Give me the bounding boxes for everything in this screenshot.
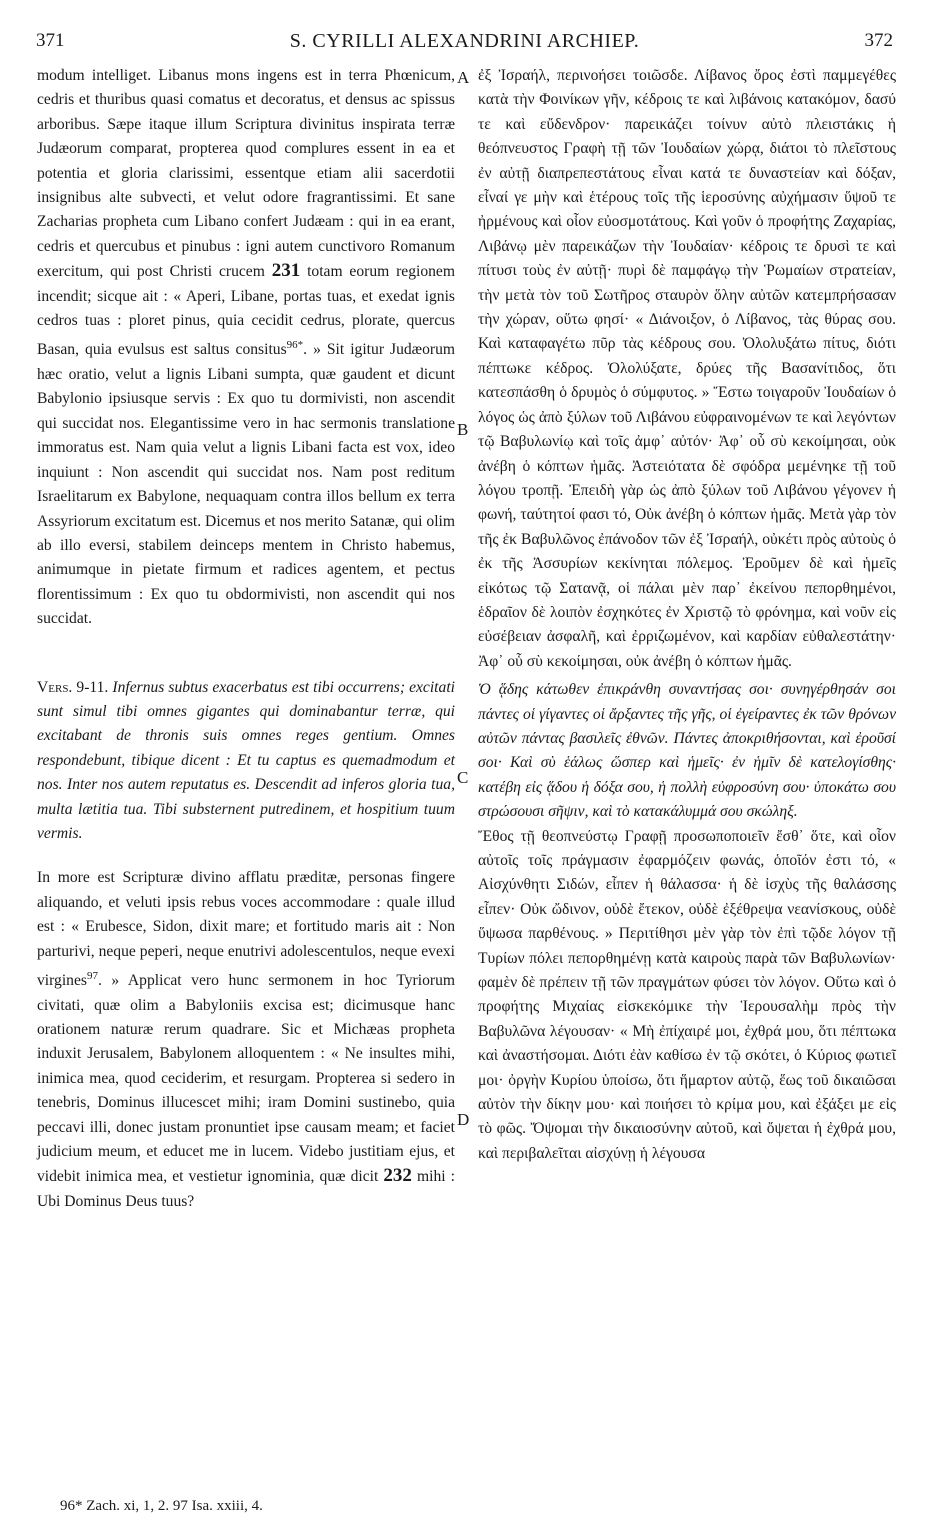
section-marker-b: B <box>457 420 469 439</box>
section-marker-a: A <box>457 68 470 87</box>
verse-text-latin: Infernus subtus exacerbatus est tibi occurrens; excitati sunt simul tibi omnes gigantes qui dominabantur terræ, qui excitabant de thronis suis omnes reges gentium. Omnes respondebunt, tibique dicent : Et tu captus es quemadmodum et nos. Inter nos autem reputatus es. Descendit ad inferos gloria tua, multa lætitia tua. Tibi substernent putredinem, et hospitium tuum vermis. <box>37 678 455 842</box>
page-header <box>36 30 893 56</box>
section-marker-c: C <box>457 768 469 787</box>
greek-paragraph-1: ἐξ Ἰσραήλ, περινοήσει τοιῶσδε. Λίβανος ὄρος ἐστὶ παμμεγέθες κατὰ τὴν Φοινίκων γῆν, κέδροις τε καὶ λιβάνοις κατακόμον, δασύ τε καὶ εὔδενδρον· παρεικάζει τοίνυν αὐτὸ πλειστάκις ἡ θεόπνευστος Γραφὴ τῇ τῶν Ἰουδαίων χώρᾳ, διάτοι τὸ πλεῖστους ἐν αὐτῇ διαπρεπεστάτους εἶναι κατά τε δυναστείαν καὶ δόξαν, εἶναί γε μὴν καὶ ἑτέρους τοῖς τῆς ἱεροσύνης αὐχήμασιν ὕψοῦ τε ἠρμένους καὶ οἷον εὐοσμοτάτους. Καὶ γοῦν ὁ προφήτης Ζαχαρίας, Λιβάνῳ μὲν παρεικάζων τὴν Ἰουδαίαν· κέδροις τε δρυσὶ τε καὶ πίτυσι τοὺς ἐν αὐτῇ· πυρὶ δὲ παμφάγῳ τὴν Ῥωμαίων στρατείαν, τὴν μετὰ τὸν τοῦ Σωτῆρος σταυρὸν ὅλην αὐτῶν κατεμπρήσασαν τὴν χώραν, οὕτω φησί· « Διάνοιξον, ὁ Λίβανος, τὰς θύρας σου. Καὶ καταφαγέτω πῦρ τὰς κέδρους σου. Ὀλολυξάτω πίτυς, διότι πέπτωκε κέδρος. Ὀλολύξατε, δρύες τῆς Βασανίτιδος, ὅτι κατεσπάσθη ὁ δρυμὸς ὁ σύμφυτος. » Ἔστω τοιγαροῦν Ἰουδαίων ὁ λόγος ὡς ἀπὸ ξύλων τοῦ Λιβάνου εὐφραινομένων τε καὶ λεγόντων τῷ Βαβυλωνίῳ καὶ τοῖς ἀμφ᾽ αὐτόν· Ἀφ᾽ οὗ σὺ κεκοίμησαι, οὐκ ἀνέβη ὁ κόπτων ἡμᾶς. Ἀστειότατα δὲ σφόδρα μεμένηκε τῇ τοῦ λόγου τροπῇ. Ἐπειδὴ γὰρ ὡς ἀπὸ ξύλων τοῦ Λιβάνου γέγονεν ἡ φωνή, ταύτητοί φασι τό, Οὐκ ἀνέβη ὁ κόπτων ἡμᾶς. Μετὰ γὰρ τὸν τῆς ἐκ Βαβυλῶνος ἐπάνοδον τῶν ἐξ Ἰσραήλ, οὐκέτι πρὸς αὐτοὺς ὁ ἐκ τῆς Ἀσσυρίων κεκίνηται πόλεμος. Ἐροῦμεν δὲ καὶ ἡμεῖς εἰκότως τῷ Σατανᾷ, οἱ πάλαι μὲν παρ᾽ ἐκείνου πεπορθημένοι, ἑδραῖον δὲ λοιπὸν ἐσχηκότες ἐν Χριστῷ τὸ φρόνημα, καὶ νοῦν εἰς εὐσέβειαν ἀσφαλῆ, καὶ ἐρριζωμένον, καὶ καρδίαν εὐθαλεστάτην· Ἀφ᾽ οὗ σὺ κεκοίμησαι, οὐκ ἀνέβη ὁ κόπτων ἡμᾶς. <box>478 67 896 670</box>
page-number-left: 371 <box>36 30 65 51</box>
latin-verse <box>37 676 455 847</box>
greek-verse: Ὁ ᾅδης κάτωθεν ἐπικράνθη συναντήσας σοι· συνηγέρθησάν σοι πάντες οἱ γίγαντες οἱ ἄρξαντες τῆς γῆς, οἱ ἐγείραντες ἐκ τῶν θρόνων αὐτῶν πάντας βασιλεῖς ἐθνῶν. Πάντες ἀποκριθήσονται, καὶ ἐροῦσί σοι· Καὶ σὺ ἑάλως ὥσπερ καὶ ἡμεῖς· ἐν ἡμῖν δὲ κατελογίσθης· κατέβη εἰς ᾅδου ἡ δόξα σου, ἡ πολλὴ εὐφροσύνη σου· ὑποκάτω σου στρώσουσι σῆψιν, καὶ τὸ κατακάλυμμά σου σκώληξ. <box>478 681 896 821</box>
latin-column <box>37 64 455 1214</box>
greek-paragraph-3: Ἔθος τῇ θεοπνεύστῳ Γραφῇ προσωποποιεῖν ἔσθ᾽ ὅτε, καὶ οἷον αὐτοῖς τοῖς πράγμασιν ἐφαρμόζειν φωνάς, ὁποῖόν ἐστι τό, « Αἰσχύνθητι Σιδών, εἶπεν ἡ θάλασσα· ἡ δὲ ἰσχὺς τῆς θαλάσσης εἶπεν· Οὐκ ὤδινον, οὐδὲ ἔτεκον, οὐδὲ ἐξέθρεψα νεανίσκους, οὐδὲ ὕψωσα παρθένους. » Περιτίθησι μὲν γὰρ τὸν ἐπὶ τῷδε λόγον τῇ Τυρίων πόλει πεπορθημένῃ κατὰ καιροὺς παρὰ τῶν Βαβυλωνίων· φαμὲν δὲ πρέπειν τῇ τῶν πραγμάτων φύσει τὸν λόγον. Οὕτω καὶ ὁ προφήτης Μιχαίας εἰσκεκόμικε τὴν Ἱερουσαλὴμ πρὸς τὴν Βαβυλῶνα λέγουσαν· « Μὴ ἐπίχαιρέ μοι, ἐχθρά μου, ὅτι πέπτωκα καὶ ἀναστήσομαι. Διότι ἐὰν καθίσω ἐν τῷ σκότει, ὁ Κύριος φωτιεῖ μοι· ὀργὴν Κυρίου ὑποίσω, ὅτι ἥμαρτον αὐτῷ, ἕως τοῦ δικαιῶσαι αὐτὸν τὴν δίκην μου· καὶ ποιήσει τὸ κρίμα μου, καὶ ἐξάξει με εἰς τὸ φῶς. Ὄψομαι τὴν δικαιοσύνην αὐτοῦ, καὶ ὄψεται ἡ ἐχθρά μου, καὶ περιβαλεῖται αἰσχύνῃ ἡ λέγουσα <box>478 827 896 1162</box>
section-marker-d: D <box>457 1110 470 1129</box>
page-number-right: 372 <box>864 30 893 51</box>
margin-number-232: 232 <box>383 1165 412 1187</box>
running-title: S. CYRILLI ALEXANDRINI ARCHIEP. <box>289 30 640 52</box>
footnote-ref-97: 97 <box>86 970 98 982</box>
footnotes: 96* Zach. xi, 1, 2. 97 Isa. xxiii, 4. <box>60 1498 263 1514</box>
footnote-ref-96: 96* <box>286 339 304 352</box>
verse-label: Vers. 9-11. <box>37 678 109 696</box>
latin-paragraph-1: modum intelliget. Libanus mons ingens est in terra Phœnicum, cedris et thuribus quasi comatus et decoratus, et densus ac spissus arboribus. Sæpe itaque illum Scriptura divinitus inspirata terræ Judæorum comparat, propterea quod complures essent in ea et potentia et gloria clarissimi, essentque etiam alii sacerdotii insignibus alte subvecti, et velut odore fragrantissimi. Et sane Zacharias propheta cum Libano confert Judæam : qui in ea erant, cedris et quercubus et pinubus : igni autem cunctivoro Romanum exercitum, qui post Christi crucem 231 totam eorum regionem incendit; sicque ait : « Aperi, Libane, portas tuas, et exedat ignis cedros tuas : ploret pinus, quia cecidit cedrus, plorate, quercus Basan, quia evulsus est saltus consitus$^{96*}$. » Sit igitur Judæorum hæc oratio, velut a lignis Libani sumpta, quæ gaudent et dicunt Babylonio ipsiusque servis : Ex quo tu dormivisti, non ascendit qui succidat nos. Elegantissime vero in hac sermonis translatione immoratus est. Nam quia velut a lignis Libani facta est vox, ideo inquiunt : Non ascendit qui succidat nos. Nam post reditum Israelitarum ex Babylone, nequaquam contra illos bellum ex terra Assyriorum excitatum est. Dicemus et nos merito Satanæ, qui olim ab illo eversi, stabilem deinceps mentem in Christo habemus, animumque in pietate firmum et radices agentem, et pectus florentissimum : Ex quo tu obdormivisti, non ascendit qui nos succidat. <box>37 67 455 628</box>
greek-column <box>478 64 896 1166</box>
latin-paragraph-3: In more est Scripturæ divino afflatu præditæ, personas fingere aliquando, et veluti ipsis rebus voces accommodare : quale illud est : « Erubesce, Sidon, dixit mare; et fortitudo maris ait : Non parturivi, neque peperi, neque enutrivi adolescentulos, neque evexi virgines$^{97}$. » Applicat vero hunc sermonem in hoc Tyriorum civitati, quæ olim a Babyloniis excisa est; dicimusque hanc orationem naturæ rerum quadrare. Sic et Michæas propheta induxit Jerusalem, Babylonem alloquentem : « Ne insultes mihi, inimica mea, quod ceciderim, et resurgam. Propterea si sedero in tenebris, Dominus illucescet mihi; iram Domini sustinebo, quia peccavi illi, donec justam pronuntiet ipse causam meam; et faciet judicium meum, et educet me in lucem. Videbo justitiam ejus, et videbit inimica mea, et vestietur ignominia, quæ dicit 232 mihi : Ubi Dominus Deus tuus? <box>37 869 456 1210</box>
margin-number-231: 231 <box>271 260 301 282</box>
